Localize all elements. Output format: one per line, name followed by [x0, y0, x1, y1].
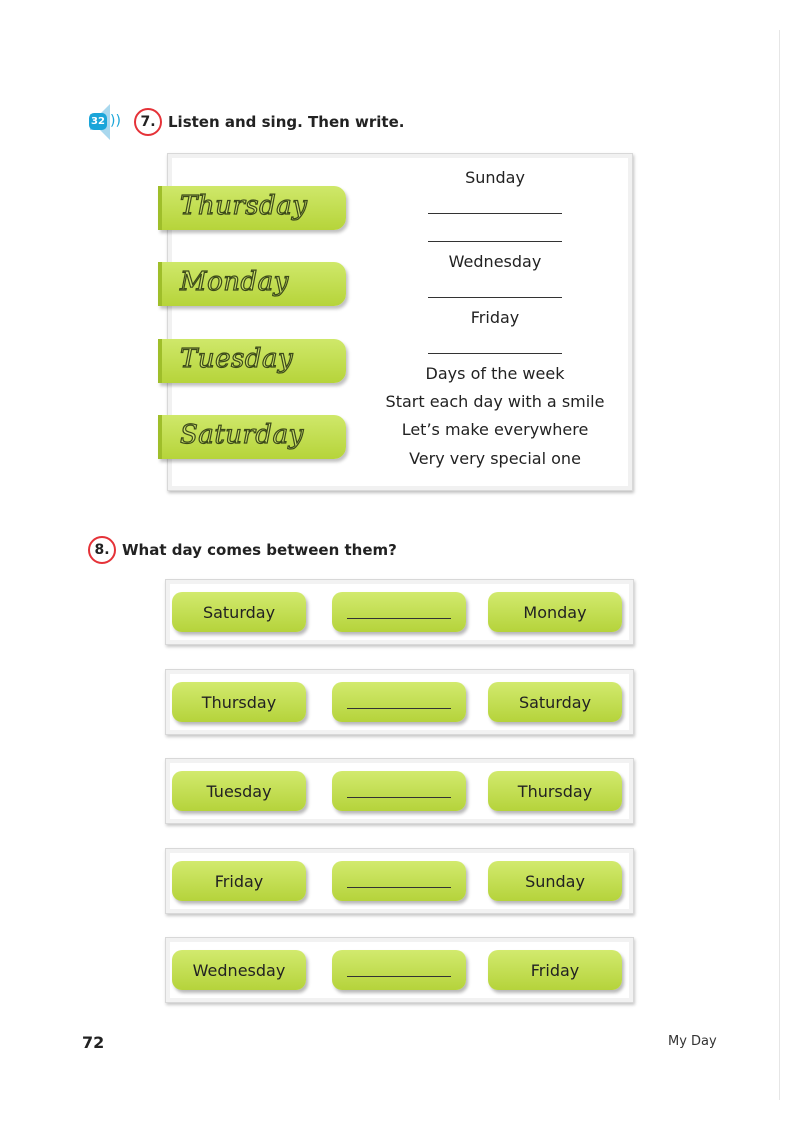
- day-tab[interactable]: [158, 339, 346, 383]
- day-tab[interactable]: [158, 262, 346, 306]
- exercise-7-header: [88, 102, 404, 142]
- day-tab-label: Thursday: [180, 191, 308, 221]
- answer-blank[interactable]: [347, 976, 451, 977]
- between-row: [165, 669, 634, 735]
- day-before-pill: Saturday: [172, 592, 306, 632]
- exercise-8-header: [88, 536, 397, 564]
- day-after-pill: Saturday: [488, 682, 622, 722]
- song-blank[interactable]: [428, 353, 562, 354]
- song-line: Sunday: [465, 168, 525, 187]
- day-before-pill: Thursday: [172, 682, 306, 722]
- answer-pill[interactable]: [332, 592, 466, 632]
- song-lyric: Days of the week: [425, 364, 565, 383]
- song-blank[interactable]: [428, 241, 562, 242]
- answer-pill[interactable]: [332, 771, 466, 811]
- song-line: Friday: [470, 308, 520, 327]
- song-lyric: Let’s make everywhere: [401, 420, 589, 439]
- day-after-pill: Friday: [488, 950, 622, 990]
- exercise-7-number: 7.: [134, 108, 162, 136]
- between-row: [165, 579, 634, 645]
- day-tab[interactable]: [158, 415, 346, 459]
- day-before-pill: Friday: [172, 861, 306, 901]
- answer-blank[interactable]: [347, 797, 451, 798]
- song-lyric: Start each day with a smile: [385, 392, 605, 411]
- day-after-pill: Monday: [488, 592, 622, 632]
- day-tab-label: Saturday: [180, 420, 304, 450]
- sound-waves-icon: )): [110, 113, 121, 129]
- song-lyric: Very very special one: [409, 449, 581, 468]
- day-after-pill: Sunday: [488, 861, 622, 901]
- page-number: 72: [82, 1033, 105, 1052]
- day-tab-label: Tuesday: [180, 344, 294, 374]
- between-row: [165, 848, 634, 914]
- answer-blank[interactable]: [347, 618, 451, 619]
- answer-pill[interactable]: [332, 682, 466, 722]
- song-line: Wednesday: [448, 252, 542, 271]
- between-row: [165, 937, 634, 1003]
- day-tab[interactable]: [158, 186, 346, 230]
- answer-blank[interactable]: [347, 887, 451, 888]
- exercise-8-number: 8.: [88, 536, 116, 564]
- day-before-pill: Wednesday: [172, 950, 306, 990]
- page-edge-rule: [779, 30, 780, 1100]
- day-tab-label: Monday: [180, 267, 289, 297]
- answer-pill[interactable]: [332, 950, 466, 990]
- song-blank[interactable]: [428, 297, 562, 298]
- answer-blank[interactable]: [347, 708, 451, 709]
- exercise-7-title: Listen and sing. Then write.: [168, 113, 405, 131]
- day-before-pill: Tuesday: [172, 771, 306, 811]
- audio-track-button[interactable]: [88, 102, 130, 142]
- between-row: [165, 758, 634, 824]
- exercise-8-title: What day comes between them?: [122, 541, 397, 559]
- answer-pill[interactable]: [332, 861, 466, 901]
- unit-name: My Day: [668, 1034, 717, 1049]
- day-after-pill: Thursday: [488, 771, 622, 811]
- audio-track-number: 32: [89, 113, 107, 130]
- song-blank[interactable]: [428, 213, 562, 214]
